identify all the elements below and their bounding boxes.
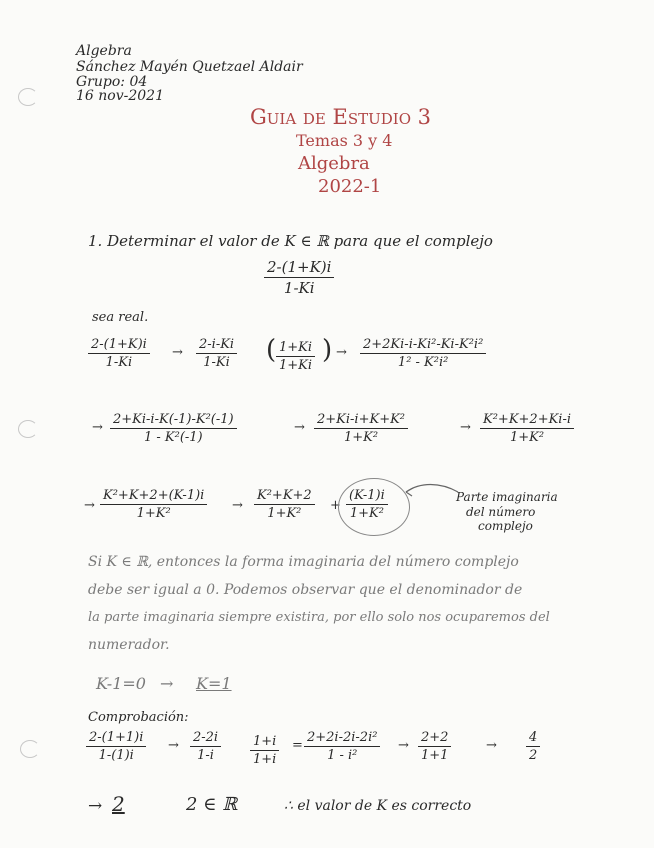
fraction-bar [86, 746, 146, 747]
paren-open: ( [266, 335, 277, 365]
fraction-denominator: 1-i [197, 748, 214, 763]
fraction-bar [314, 428, 408, 429]
fraction-numerator: 2-(1+1)i [89, 730, 144, 745]
binder-hole [18, 420, 38, 438]
fraction-bar [346, 504, 388, 505]
step2-fraction3 [480, 412, 574, 445]
step2-fraction1 [110, 412, 237, 445]
fraction-numerator: 2+2i-2i-2i² [307, 730, 378, 745]
fraction-bar [276, 356, 315, 357]
step2-arrow1: → [294, 420, 305, 435]
step3-fraction2 [254, 488, 315, 521]
step3-arrow1: → [232, 498, 243, 513]
title-line3: Algebra [298, 153, 370, 174]
fraction-numerator: 2-(1+K)i [267, 258, 332, 276]
fraction-bar [526, 746, 540, 747]
fraction-numerator: 2-2i [193, 730, 219, 745]
fraction-bar [190, 746, 221, 747]
paren-close: ) [322, 335, 333, 365]
note-line3: complejo [478, 519, 533, 533]
fraction-denominator: 1+i [253, 752, 277, 767]
step2-arrow0: → [92, 420, 103, 435]
note-line1: Parte imaginaria [456, 490, 558, 504]
conclusion-member: 2 ∈ ℝ [186, 794, 238, 815]
fraction-bar [250, 750, 279, 751]
check-equals: = [292, 738, 303, 753]
step1-fraction2 [196, 337, 237, 370]
fraction-bar [360, 353, 486, 354]
fraction-denominator: 1-Ki [203, 355, 230, 370]
step1-arrow1: → [172, 345, 183, 360]
step1-fraction3 [276, 340, 315, 373]
problem-statement: 1. Determinar el valor de K ∈ ℝ para que el complejo [88, 232, 493, 250]
fraction-numerator: 2+Ki-i+K+K² [317, 412, 406, 427]
solution-result: K=1 [196, 674, 232, 693]
header-date: 16 nov-2021 [76, 88, 164, 104]
title-line1: Guia de Estudio 3 [250, 105, 432, 129]
conclusion-arrow: → [88, 796, 103, 816]
fraction-denominator: 1+K² [267, 506, 302, 521]
title-line2: Temas 3 y 4 [296, 131, 393, 150]
fraction-denominator: 1-Ki [283, 279, 315, 297]
fraction-numerator: 2-(1+K)i [91, 337, 147, 352]
solution-arrow: → [160, 674, 174, 693]
problem-fraction [264, 258, 334, 297]
explanation-line1: Si K ∈ ℝ, entonces la forma imaginaria del número complejo [88, 554, 519, 570]
check-fraction5 [418, 730, 451, 763]
check-arrow3: → [486, 738, 497, 753]
fraction-numerator: 4 [529, 730, 538, 745]
fraction-numerator: K²+K+2+Ki-i [483, 412, 572, 427]
fraction-denominator: 2 [529, 748, 538, 763]
check-fraction4 [304, 730, 380, 763]
check-fraction2 [190, 730, 221, 763]
fraction-denominator: 1+K² [509, 430, 545, 445]
fraction-numerator: 1+i [253, 734, 277, 749]
note-line2: del número [466, 505, 536, 519]
fraction-bar [100, 504, 207, 505]
check-arrow1: → [168, 738, 179, 753]
fraction-bar [264, 277, 334, 278]
fraction-denominator: 1+Ki [279, 358, 313, 373]
annotation-arrow-icon [400, 480, 460, 504]
problem-condition: sea real. [92, 310, 149, 325]
fraction-denominator: 1 - i² [327, 748, 358, 763]
step3-fraction3 [346, 488, 388, 521]
fraction-bar [254, 504, 315, 505]
step1-fraction1 [88, 337, 150, 370]
fraction-numerator: 2+Ki-i-K(-1)-K²(-1) [113, 412, 234, 427]
explanation-line4: numerador. [88, 637, 170, 653]
fraction-bar [304, 746, 380, 747]
header-group: Grupo: 04 [76, 74, 148, 90]
check-fraction3 [250, 734, 279, 767]
fraction-numerator: 2-i-Ki [199, 337, 235, 352]
check-label: Comprobación: [88, 710, 189, 725]
fraction-denominator: 1+K² [343, 430, 379, 445]
check-fraction6 [526, 730, 540, 763]
fraction-denominator: 1+K² [349, 506, 384, 521]
step3-plus: + [330, 498, 341, 513]
check-arrow2: → [398, 738, 409, 753]
explanation-line2: debe ser igual a 0. Podemos observar que el denominador de [88, 582, 523, 598]
check-fraction1 [86, 730, 146, 763]
explanation-line3: la parte imaginaria siempre existira, por ello solo nos ocuparemos del [88, 610, 550, 625]
fraction-denominator: 1+1 [421, 748, 449, 763]
fraction-bar [418, 746, 451, 747]
fraction-denominator: 1+K² [136, 506, 171, 521]
step2-fraction2 [314, 412, 408, 445]
conclusion-text: ∴ el valor de K es correcto [284, 798, 472, 814]
fraction-bar [196, 353, 237, 354]
fraction-bar [110, 428, 237, 429]
fraction-numerator: (K-1)i [349, 488, 385, 503]
fraction-numerator: K²+K+2 [257, 488, 312, 503]
step1-fraction4 [360, 337, 486, 370]
fraction-numerator: 2+2Ki-i-Ki²-Ki-K²i² [363, 337, 484, 352]
header-name: Sánchez Mayén Quetzael Aldair [76, 59, 303, 75]
step3-fraction1 [100, 488, 207, 521]
solution-equation: K-1=0 [96, 674, 146, 693]
step2-arrow2: → [460, 420, 471, 435]
fraction-denominator: 1² - K²i² [397, 355, 449, 370]
fraction-denominator: 1-Ki [105, 355, 133, 370]
fraction-numerator: K²+K+2+(K-1)i [103, 488, 205, 503]
title-line4: 2022-1 [318, 176, 382, 197]
header-subject: Algebra [76, 43, 132, 59]
step1-arrow2: → [336, 345, 347, 360]
fraction-bar [88, 353, 150, 354]
fraction-numerator: 2+2 [421, 730, 449, 745]
step3-arrow0: → [84, 498, 95, 513]
binder-hole [18, 88, 38, 106]
fraction-denominator: 1 - K²(-1) [143, 430, 203, 445]
binder-hole [20, 740, 40, 758]
fraction-denominator: 1-(1)i [98, 748, 134, 763]
fraction-bar [480, 428, 574, 429]
conclusion-value: 2 [112, 792, 125, 816]
fraction-numerator: 1+Ki [279, 340, 313, 355]
